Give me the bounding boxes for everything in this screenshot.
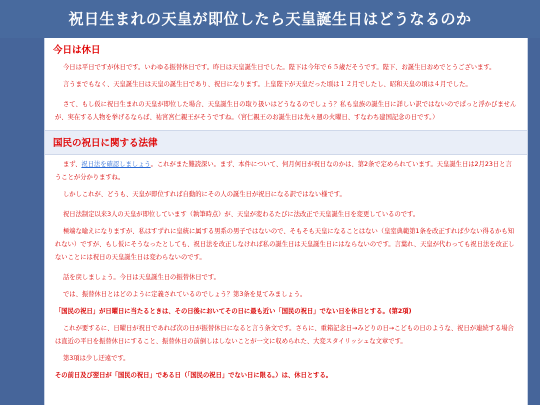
holiday-law-link[interactable]: 祝日法を確認しましょう xyxy=(81,161,151,168)
law-quote xyxy=(45,369,527,382)
paragraph xyxy=(45,288,527,301)
quote-text: 「国民の祝日」が日曜日に当たるときは、その日後においてその日に最も近い「国民の祝日」でない日を休日とする。(第2項) xyxy=(55,308,412,315)
section-heading-holiday: 今日は休日 xyxy=(53,45,101,56)
article-content[interactable] xyxy=(44,38,528,405)
paragraph xyxy=(45,61,527,74)
paragraph-text: しかしこれが、どうも、天皇が即位すれば自動的にその人の誕生日が祝日になる訳ではない様です。 xyxy=(63,191,346,198)
paragraph-text: 。これがまた難読深い。まず、本件について、何月何日が祝日なのかは、第2条で定められています。天皇誕生日は2月23日と言うことが分かりますね。 xyxy=(55,161,512,181)
paragraph-text: 祝日法制定以来3人の天皇が即位しています（執筆時点）が、天皇が変わるたびに法改正で天皇誕生日を変更しているのです。 xyxy=(63,211,420,218)
paragraph-text: 第3項は少し迂遠です。 xyxy=(63,355,130,362)
paragraph-text: 極端な喩えになりますが、私はすずれに皇統に属する男系の男子ではないので、そもそも天皇になることはない（皇室典範第1条を改正すれば少ない得るかも知れない）ですが、もし仮にそうなったとしても、祝日法を改正しなければ私の誕生日は天皇誕生日にはならないのです。言葉れ、天皇が代わっても祝日法を改正しないことには祝日の天皇誕生日は変わらないのです。 xyxy=(55,228,515,261)
paragraph-text: 今日は平日ですが休日です。いわゆる振替休日です。昨日は天皇誕生日でした。陛下は今年で６５歳だそうです。陛下、お誕生日おめでとうございます。 xyxy=(63,64,496,71)
paragraph xyxy=(45,225,527,264)
page-title: 祝日生まれの天皇が即位したら天皇誕生日はどうなるのか xyxy=(0,0,540,38)
law-quote xyxy=(45,305,527,318)
paragraph xyxy=(45,322,527,348)
paragraph xyxy=(45,78,527,91)
paragraph xyxy=(45,271,527,284)
paragraph-text: 話を戻しましょう。今日は天皇誕生日の振替休日です。 xyxy=(63,274,220,281)
section-heading-law: 国民の祝日に関する法律 xyxy=(45,130,527,155)
paragraph-text: これが要するに、日曜日が祝日であれば次の日が振替休日になると言う条文です。さらに、重箱記念日→みどりの日→こどもの日のような、祝日が連続する場合は直近の平日を振替休日にすること、振替休日の前倒しはしないことが一文に収められた、大変スタイリッシュな文章です。 xyxy=(55,325,514,345)
paragraph-text: まず、 xyxy=(63,161,82,168)
paragraph-text: さて、もし仮に祝日生まれの天皇が即位した場合、天皇誕生日の取り扱いはどうなるのでしょう？私も皇族の誕生日に詳しい訳ではないのでぱっと浮かびませんが、実在する人物を挙げるならば、祐宮宮仁親王がそうですね。（宮仁親王のお誕生日は先々週の火曜日、すなわち建国記念の日です。） xyxy=(55,101,517,121)
paragraph xyxy=(45,208,527,221)
paragraph xyxy=(45,188,527,201)
paragraph xyxy=(45,158,527,184)
paragraph xyxy=(45,98,527,124)
paragraph-text: 言うまでもなく、天皇誕生日は天皇の誕生日であり、祝日になります。上皇陛下が天皇だった頃は１２月でしたし、昭和天皇の頃は４月でした。 xyxy=(63,81,472,88)
quote-text: その前日及び翌日が「国民の祝日」である日（「国民の祝日」でない日に限る。）は、休日とする。 xyxy=(55,372,333,379)
paragraph xyxy=(45,352,527,365)
paragraph-text: では、振替休日とはどのように定義されているのでしょう？第3条を見てみましょう。 xyxy=(63,291,307,298)
